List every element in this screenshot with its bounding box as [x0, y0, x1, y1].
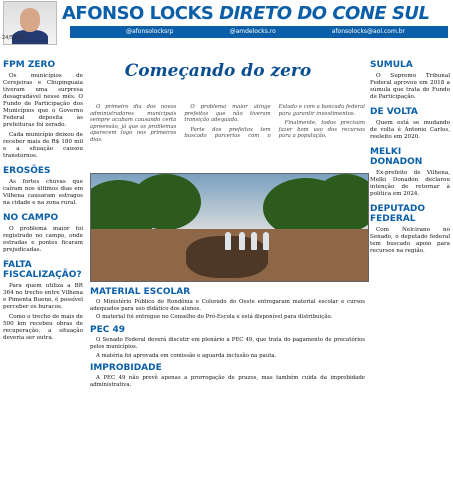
column-title: AFONSO LOCKS DIRETO DO CONE SUL — [62, 3, 430, 24]
date-label: 24/5/2023 — [2, 35, 28, 41]
social-bar: @afonsolocksrp @amdelocks.ro afonsolocks@aol.com.br — [70, 26, 448, 38]
bottom-articles: MATERIAL ESCOLAR O Ministério Público de Rondônia e Colorado do Oeste entregaram material escolar e cursos adequados para uso didático dos alunos. O material foi entregue no Conselho do Pró-Escola e está disponível para distribuição. PEC 49 O Senado Federal deverá discutir em plenário a PEC 49, que trata do pagamento de precatórios pelos municípios. A matéria foi aprovada em comissão e aguarda inclusão na pauta. IMPROBIDADE A PEC 49 não prevê apenas a prorrogação de prazos, mas também cuida da improbidade administrativa. — [90, 287, 365, 388]
page-header — [0, 0, 453, 46]
left-column: FPM ZERO Os municípios de Cerejeiras e Chupinguaia tiveram uma surpresa desagradável nesse mês. O Fundo de Participação dos Municípios que o Governo Federal deposita às prefeituras foi zerado. Cada município deixou de receber mais de R$ 180 mil e a situação causou transtornos. EROSÕES As fortes chuvas que caíram nos últimos dias em Vilhena causaram estragos na cidade e na zona rural. NO CAMPO O problema maior foi registrado no campo, onde estradas e pontes ficaram prejudicadas. FALTA FISCALIZAÇÃO? Para quem utiliza a BR 364 no trecho entre Vilhena e Pimenta Bueno, é possível perceber os buracos. Como o trecho de mais de 500 km recebeu obras de recuperação, a situação deveria ser outra. — [3, 60, 83, 341]
right-column: SUMULA O Supremo Tribunal Federal aprovou em 2018 a súmula que trata do Fundo de Participação. DE VOLTA Quem está se mudando de volta é Antonio Carlos, reeleito em 2020. MELKI DONADON Ex-prefeito de Vilhena, Melki Donadon declarou intenção de retornar à política em 2024. DEPUTADO FEDERAL Com Nelcirano no Senado, o deputado federal tem buscado apoio para recursos na região. — [370, 60, 450, 254]
main-intro: O primeiro dia dos novos administradores municipais sempre acabam causando certa apreensão, já que os problemas aparecem logo nos primeiros dias. O problema maior atinge prefeitos que não tiveram transição adequada. Parte dos prefeitos tem buscado parcerias com o Estado e com a bancada federal para garantir investimentos. Finalmente, todos precisam fazer bom uso dos recursos para a população. — [90, 104, 365, 143]
news-photo — [90, 173, 369, 282]
main-title: Começando do zero — [124, 61, 312, 81]
